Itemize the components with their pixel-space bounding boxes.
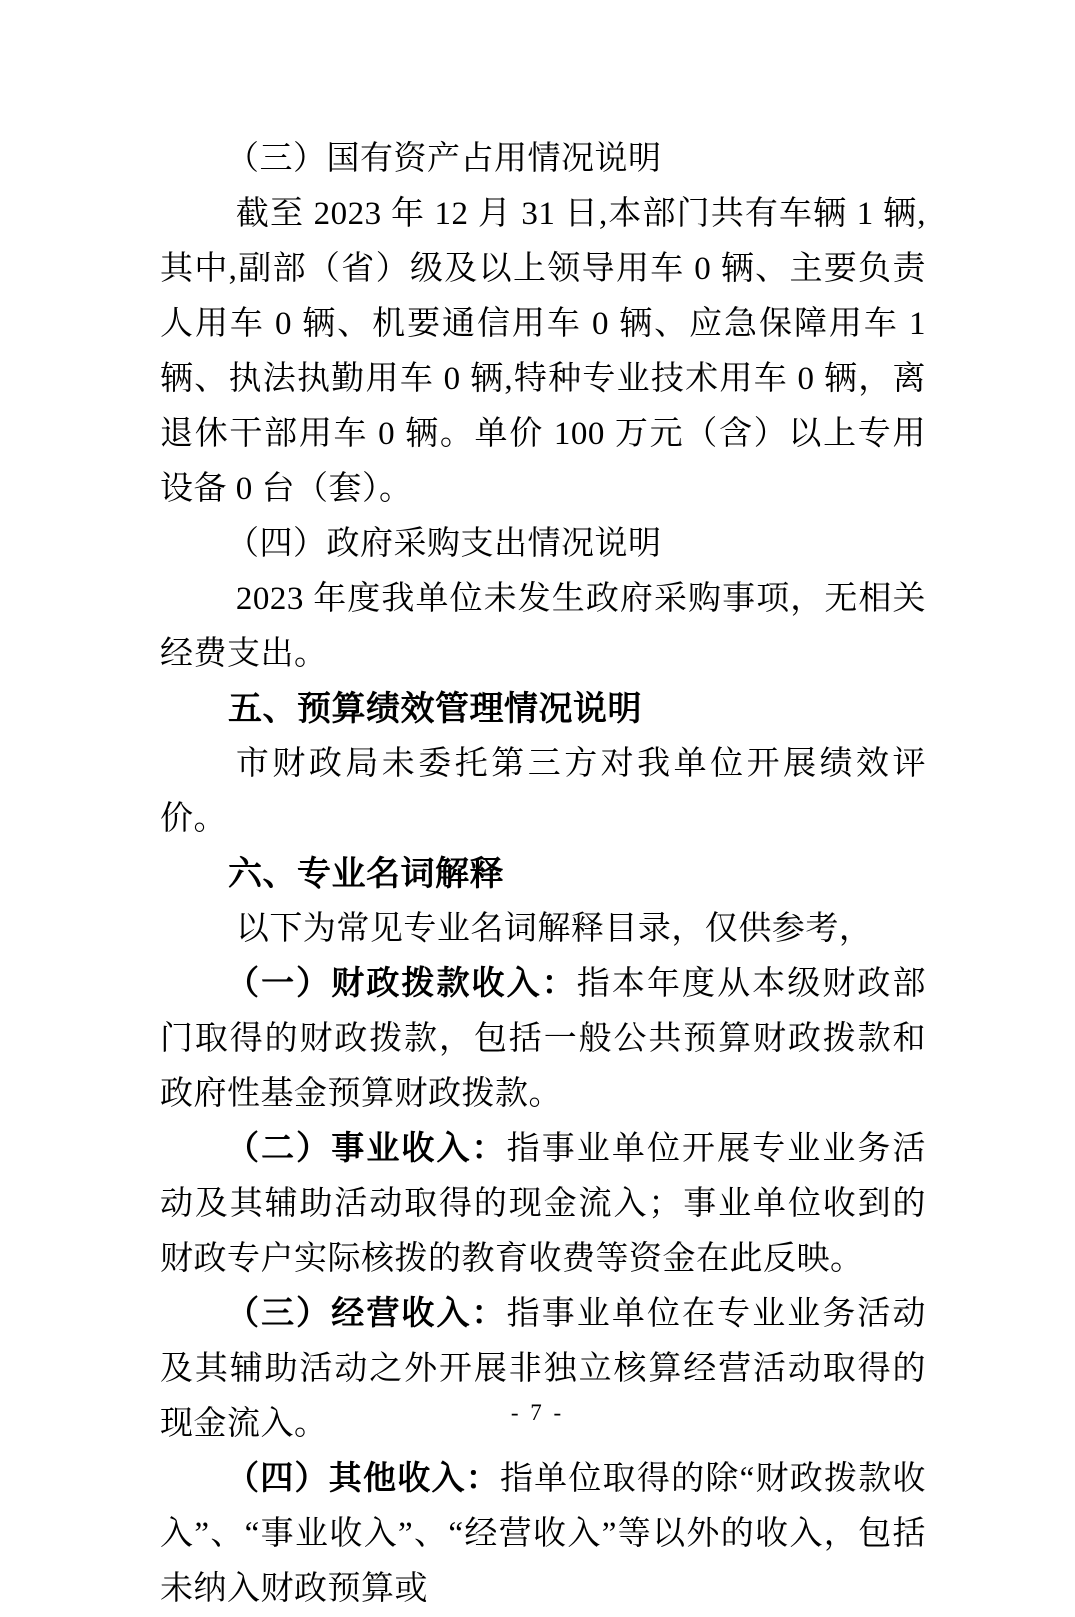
page-footer <box>0 1398 1075 1428</box>
document-body <box>160 132 926 1617</box>
term-paragraph <box>160 1452 926 1617</box>
section-heading: 五、预算绩效管理情况说明 <box>228 690 642 728</box>
paragraph: 2023 年度我单位未发生政府采购事项，无相关经费支出。 <box>160 581 926 672</box>
paragraph: 以下为常见专业名词解释目录，仅供参考， <box>235 911 873 947</box>
section-heading: 六、专业名词解释 <box>228 855 504 893</box>
term-text: 指本年度从本级财政部门取得的财政拨款，包括一般公共预算财政拨款和政府性基金预算财政拨款。 <box>160 966 927 1112</box>
term-text: 指事业单位开展专业业务活动及其辅助活动取得的现金流入；事业单位收到的财政专户实际核拨的教育收费等资金在此反映。 <box>160 1131 927 1277</box>
term-label: （三）经营收入： <box>226 1296 507 1332</box>
term-text: 指事业单位在专业业务活动及其辅助活动之外开展非独立核算经营活动取得的现金流入。 <box>160 1296 927 1442</box>
term-paragraph <box>160 1122 926 1287</box>
page-number: - 7 - <box>510 1400 565 1425</box>
subsection-heading: （四）政府采购支出情况说明 <box>226 526 662 562</box>
term-label: （四）其他收入： <box>226 1461 500 1497</box>
term-label: （二）事业收入： <box>226 1131 507 1167</box>
term-label: （一）财政拨款收入： <box>226 966 577 1002</box>
paragraph: 截至 2023 年 12 月 31 日,本部门共有车辆 1 辆,其中,副部（省）级及以上领导用车 0 辆、主要负责人用车 0 辆、机要通信用车 0 辆、应急保障用车 1 辆、执法执勤用车 0 辆,特种专业技术用车 0 辆，离退休干部用车 0 辆。单价 100 万元（含）以上专用设备 0 台（套）。 <box>160 196 926 507</box>
term-paragraph <box>160 957 926 1122</box>
paragraph: 市财政局未委托第三方对我单位开展绩效评价。 <box>160 746 926 837</box>
subsection-heading: （三）国有资产占用情况说明 <box>226 141 662 177</box>
term-text: 指单位取得的除“财政拨款收入”、“事业收入”、“经营收入”等以外的收入，包括未纳入财政预算或 <box>160 1461 926 1607</box>
